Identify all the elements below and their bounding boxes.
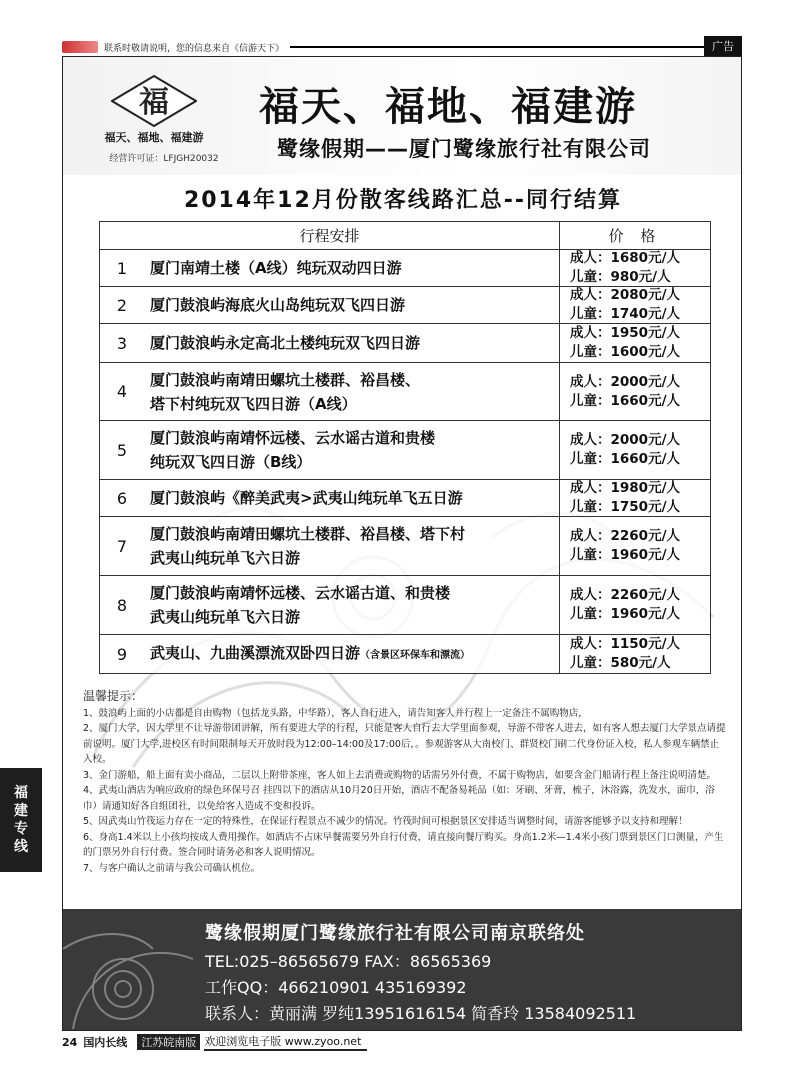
adult-price: 成人：2260元/人	[570, 587, 681, 603]
route-line: 厦门鼓浪屿南靖田螺坑土楼群、裕昌楼、塔下村	[150, 525, 466, 543]
tips-title: 温馨提示：	[83, 689, 144, 703]
route-description	[144, 287, 560, 323]
row-number: 7	[116, 536, 128, 556]
ad-label: 广告	[704, 36, 742, 56]
divider	[290, 46, 742, 48]
route-line-2: 纯玩双飞四日游（B线）	[150, 453, 312, 471]
table-row	[100, 250, 710, 287]
row-number: 9	[116, 644, 128, 664]
route-description	[144, 576, 560, 634]
table-row	[100, 635, 710, 673]
route-line: 厦门鼓浪屿海底火山岛纯玩双飞四日游	[150, 296, 406, 314]
page-number: 24	[62, 1035, 78, 1049]
child-price: 儿童：1660元/人	[570, 392, 681, 409]
route-line-2: 武夷山纯玩单飞六日游	[150, 608, 301, 626]
route-description	[144, 635, 560, 673]
child-price: 儿童：980元/人	[570, 269, 671, 285]
table-row	[100, 421, 710, 480]
row-number: 4	[116, 382, 128, 401]
route-line: 厦门鼓浪屿永定高北土楼纯玩双飞四日游	[150, 334, 421, 352]
header-itinerary: 行程安排	[100, 222, 560, 249]
adult-price: 成人：1950元/人	[570, 325, 681, 341]
row-number: 6	[116, 488, 128, 508]
tip-item: 1、鼓浪屿上面的小店都是自由购物（包括龙头路，中华路），客人自行进入，请告知客人并行程上一定备注不属购物店，	[83, 707, 588, 719]
route-price	[560, 324, 710, 362]
table-row	[100, 480, 710, 517]
side-tab-char: 建	[14, 803, 28, 819]
work-qq: 工作QQ：466210901 435169392	[205, 978, 467, 997]
route-description	[144, 324, 560, 362]
tip-item: 5、因武夷山竹筏运力存在一定的特殊性，在保证行程景点不减少的情况。竹筏时间可根据景区安排适当调整时间，请游客能够予以支持和理解！	[83, 816, 688, 827]
route-description	[144, 517, 560, 575]
row-number: 2	[116, 295, 128, 315]
contact-box	[63, 909, 742, 1031]
row-number: 5	[116, 440, 128, 460]
child-price: 儿童：580元/人	[570, 655, 671, 671]
route-price	[560, 287, 710, 323]
route-line: 厦门鼓浪屿南靖怀远楼、云水谣古道、和贵楼	[150, 584, 451, 602]
route-line: 武夷山、九曲溪漂流双卧四日游	[150, 643, 361, 662]
tip-item: 7、与客户确认之前请与我公司确认机位。	[83, 862, 261, 874]
adult-price: 成人：2000元/人	[570, 432, 681, 448]
route-line: 厦门南靖土楼（A线）纯玩双动四日游	[150, 259, 402, 277]
table-row	[100, 576, 710, 635]
route-description	[144, 480, 560, 516]
top-notice-bar	[62, 38, 742, 56]
tips-section	[83, 689, 727, 876]
logo-char: 福	[139, 85, 169, 120]
adult-price: 成人：1680元/人	[570, 250, 681, 266]
routes-table	[99, 221, 711, 674]
side-tab-char: 线	[14, 839, 28, 855]
header	[63, 57, 742, 175]
route-price	[560, 517, 710, 575]
section-name: 国内长线	[83, 1036, 128, 1049]
tip-item: 2、厦门大学，因大学里不让导游带团讲解，所有要进大学的行程，只能是客人自行去大学里面参观，导游不带客人进去，如有客人想去厦门大学景点请提前说明。厦门大学,进校区有时间限制每天开放时段为12:00–14:00及17:00后，。参观游客从大南校门、群贤校门刷二代身份证入校，私人参观车辆禁止入校。	[83, 723, 726, 765]
route-price	[560, 421, 710, 479]
edition-badge: 江苏皖南版	[137, 1034, 200, 1050]
page-footer	[62, 1034, 742, 1050]
tip-item: 3、金门游船，船上面有卖小商品，二层以上附带茶座，客人如上去消费或购物的话需另外付费，不属于购物店，如要含金门船请行程上备注说明清楚。	[83, 769, 717, 781]
child-price: 儿童：1660元/人	[570, 451, 681, 467]
adult-price: 成人：2080元/人	[570, 287, 681, 303]
child-price: 儿童：1960元/人	[570, 606, 681, 622]
child-price: 儿童：1960元/人	[570, 547, 681, 563]
route-description	[144, 421, 560, 479]
ad-sheet	[62, 56, 742, 1031]
table-row	[100, 363, 710, 421]
route-description	[144, 363, 560, 420]
table-row	[100, 287, 710, 324]
route-line: 厦门鼓浪屿南靖田螺坑土楼群、裕昌楼、	[150, 370, 421, 389]
table-row	[100, 324, 710, 363]
top-notice-text: 联系时敬请说明，您的信息来自《信游天下》	[104, 43, 285, 54]
adult-price: 成人：2000元/人	[570, 373, 681, 390]
route-price	[560, 250, 710, 286]
route-price	[560, 635, 710, 673]
adult-price: 成人：1150元/人	[570, 636, 681, 652]
publication-logo-icon	[62, 41, 98, 53]
license-number: 经营许可证：LFJGH20032	[109, 154, 219, 164]
flower-swirl-icon	[63, 909, 213, 1031]
route-line-with-note	[150, 641, 559, 668]
route-line: 厦门鼓浪屿《醉美武夷>武夷山纯玩单飞五日游	[150, 489, 463, 507]
route-price	[560, 480, 710, 516]
route-price	[560, 363, 710, 420]
child-price: 儿童：1600元/人	[570, 344, 681, 360]
row-number: 3	[116, 333, 128, 353]
table-row	[100, 517, 710, 576]
logo-subtitle: 福天、福地、福建游	[104, 131, 204, 144]
tel-fax: TEL:025–86565679 FAX：86565369	[205, 952, 492, 971]
adult-price: 成人：1980元/人	[570, 480, 681, 496]
table-header	[100, 222, 710, 250]
route-line-2: 塔下村纯玩双飞四日游（A线）	[150, 394, 357, 413]
page-title: 福天、福地、福建游	[259, 84, 637, 130]
summary-title: 2014年12月份散客线路汇总--同行结算	[183, 188, 623, 213]
child-price: 儿童：1740元/人	[570, 306, 681, 322]
fu-logo-icon	[111, 75, 197, 127]
website-link[interactable]: 欢迎浏览电子版 www.zyoo.net	[204, 1033, 367, 1051]
brand-logo	[89, 73, 219, 173]
office-name: 鹭缘假期厦门鹭缘旅行社有限公司南京联络处	[205, 923, 585, 944]
header-price: 价 格	[608, 227, 662, 245]
tip-item: 6、身高1.4米以上小孩均按成人费用操作。如酒店不占床早餐需要另外自行付费，请直接向餐厅购买。身高1.2米—1.4米小孩门票到景区门口测量，产生的门票另外自行付费。签合同时请务必和客人说明情况。	[83, 831, 724, 858]
route-description	[144, 250, 560, 286]
side-tab-char: 福	[14, 785, 28, 801]
route-note: （含景区环保车和漂流）	[360, 649, 471, 661]
tip-item: 4、武夷山酒店为响应政府的绿色环保号召 挂四以下的酒店从10月20日开始，酒店不配备易耗品（如：牙刷、牙膏，梳子，沐浴露，洗发水，面巾，浴巾）请通知好各自组团社，以免给客人造成不变和投诉。	[83, 785, 715, 812]
company-name: 鹭缘假期——厦门鹭缘旅行社有限公司	[277, 137, 651, 161]
side-tab-char: 专	[14, 821, 28, 837]
contact-persons: 联系人：黄丽满 罗纯13951616154 简香玲 13584092511	[205, 1004, 637, 1023]
route-price	[560, 576, 710, 634]
section-side-tab	[0, 768, 42, 872]
route-line: 厦门鼓浪屿南靖怀远楼、云水谣古道和贵楼	[150, 429, 436, 447]
row-number: 1	[116, 258, 128, 278]
adult-price: 成人：2260元/人	[570, 528, 681, 544]
child-price: 儿童：1750元/人	[570, 499, 681, 515]
route-line-2: 武夷山纯玩单飞六日游	[150, 549, 301, 567]
row-number: 8	[116, 595, 128, 615]
